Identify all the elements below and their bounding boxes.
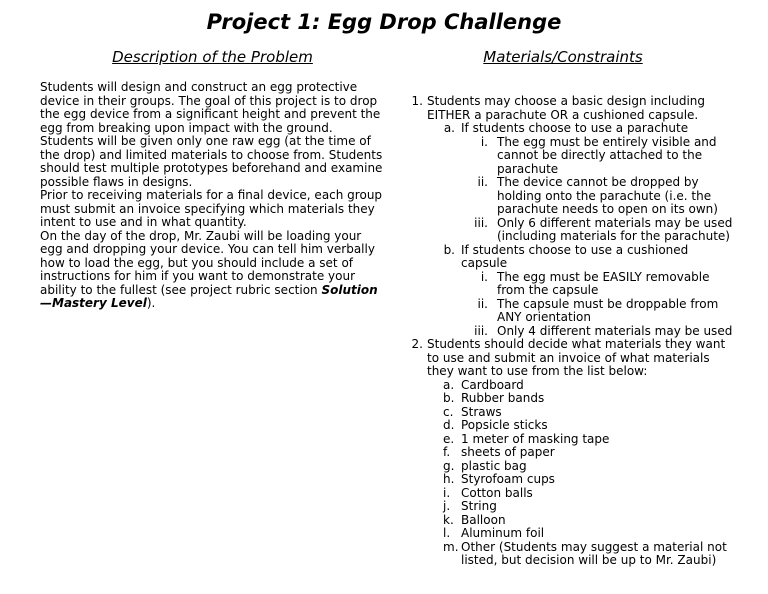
list-marker: m.	[443, 539, 459, 554]
list-item	[408, 176, 738, 217]
material-name: Straws	[461, 404, 502, 419]
material-option	[408, 406, 738, 420]
material-name: Other (Students may suggest a material not listed, but decision will be up to Mr. Zaubi)	[461, 539, 727, 567]
list-item	[408, 298, 738, 325]
material-name: plastic bag	[461, 458, 527, 473]
list-marker: l.	[443, 526, 451, 540]
list-marker: h.	[443, 472, 455, 486]
material-name: Balloon	[461, 512, 506, 527]
materials-list	[408, 95, 738, 568]
list-marker: iii.	[474, 215, 488, 230]
material-name: Styrofoam cups	[461, 472, 555, 486]
description-paragraph	[40, 230, 385, 311]
list-item	[408, 136, 738, 177]
list-item-text: The device cannot be dropped by holding onto the parachute (i.e. the parachute needs to open on its own)	[497, 175, 718, 216]
material-option	[408, 446, 738, 460]
list-marker: a.	[443, 121, 455, 135]
material-option	[408, 514, 738, 528]
list-marker: k.	[443, 512, 454, 527]
material-name: 1 meter of masking tape	[461, 431, 610, 446]
material-option	[408, 379, 738, 393]
list-marker: a.	[443, 377, 455, 392]
description-body	[40, 81, 385, 311]
list-marker: g.	[443, 458, 455, 473]
description-paragraph: Students will be given only one raw egg (at the time of the drop) and limited materials to choose from. Students should test multiple prototypes beforehand and examine possible flaws in designs.	[40, 134, 383, 189]
material-name: Rubber bands	[461, 391, 545, 405]
list-marker: b.	[443, 242, 455, 257]
description-text: ).	[146, 296, 156, 310]
list-item-text: The egg must be EASILY removable from the capsule	[497, 269, 710, 297]
rubric-section-reference: Solution—Mastery Level	[40, 282, 378, 310]
list-item	[408, 325, 738, 339]
material-option	[408, 487, 738, 501]
material-name: sheets of paper	[461, 445, 555, 459]
list-item-text: Only 4 different materials may be used	[497, 323, 733, 338]
list-marker: c.	[443, 404, 454, 419]
list-item-text: Students should decide what materials they want to use and submit an invoice of what materials they want to use from the list below:	[427, 337, 726, 378]
description-heading: Description of the Problem	[112, 48, 313, 66]
page-title: Project 1: Egg Drop Challenge	[206, 10, 562, 34]
list-item-text: Only 6 different materials may be used (including materials for the parachute)	[497, 215, 733, 243]
material-name: Cardboard	[461, 377, 524, 392]
list-item	[408, 271, 738, 298]
material-name: Popsicle sticks	[461, 418, 548, 432]
material-option	[408, 473, 738, 487]
list-item	[408, 244, 738, 271]
material-name: Aluminum foil	[461, 526, 545, 540]
list-item-text: If students choose to use a parachute	[461, 121, 689, 135]
list-marker: j.	[443, 499, 451, 513]
material-option	[408, 433, 738, 447]
list-item-text: Students may choose a basic design including EITHER a parachute OR a cushioned capsule.	[427, 94, 706, 122]
description-text: On the day of the drop, Mr. Zaubi will be loading your egg and dropping your device. You can tell him verbally how to load the egg, but you should include a set of instructions for him if you want to demonstrate your ability to the fullest (see project rubric section	[40, 228, 375, 297]
material-name: Cotton balls	[461, 485, 533, 500]
material-option	[408, 500, 738, 514]
material-option	[408, 392, 738, 406]
list-marker: iii.	[474, 323, 488, 338]
description-paragraph: Students will design and construct an egg protective device in their groups. The goal of this project is to drop the egg device from a significant height and prevent the egg from breaking upon impact with the ground.	[40, 80, 381, 135]
material-option	[408, 419, 738, 433]
list-marker: ii.	[477, 296, 488, 311]
list-marker: i.	[480, 269, 488, 284]
list-marker: d.	[443, 418, 455, 432]
material-option	[408, 541, 738, 568]
list-marker: e.	[443, 431, 455, 446]
material-option	[408, 527, 738, 541]
list-marker: 1.	[411, 94, 423, 108]
list-marker: f.	[443, 445, 451, 459]
list-marker: ii.	[477, 175, 488, 189]
list-marker: b.	[443, 391, 455, 405]
materials-heading: Materials/Constraints	[483, 48, 643, 66]
list-item	[408, 122, 738, 136]
list-item	[408, 95, 738, 122]
list-marker: i.	[443, 485, 451, 500]
list-item	[408, 338, 738, 379]
list-marker: i.	[480, 134, 488, 149]
material-option	[408, 460, 738, 474]
list-item-text: The egg must be entirely visible and cannot be directly attached to the parachute	[497, 134, 717, 176]
description-paragraph: Prior to receiving materials for a final device, each group must submit an invoice specifying which materials they intent to use and in what quantity.	[40, 188, 383, 229]
list-marker: 2.	[411, 337, 423, 351]
list-item-text: If students choose to use a cushioned capsule	[461, 242, 689, 270]
list-item-text: The capsule must be droppable from ANY orientation	[497, 296, 719, 324]
list-item	[408, 217, 738, 244]
material-name: String	[461, 499, 497, 513]
